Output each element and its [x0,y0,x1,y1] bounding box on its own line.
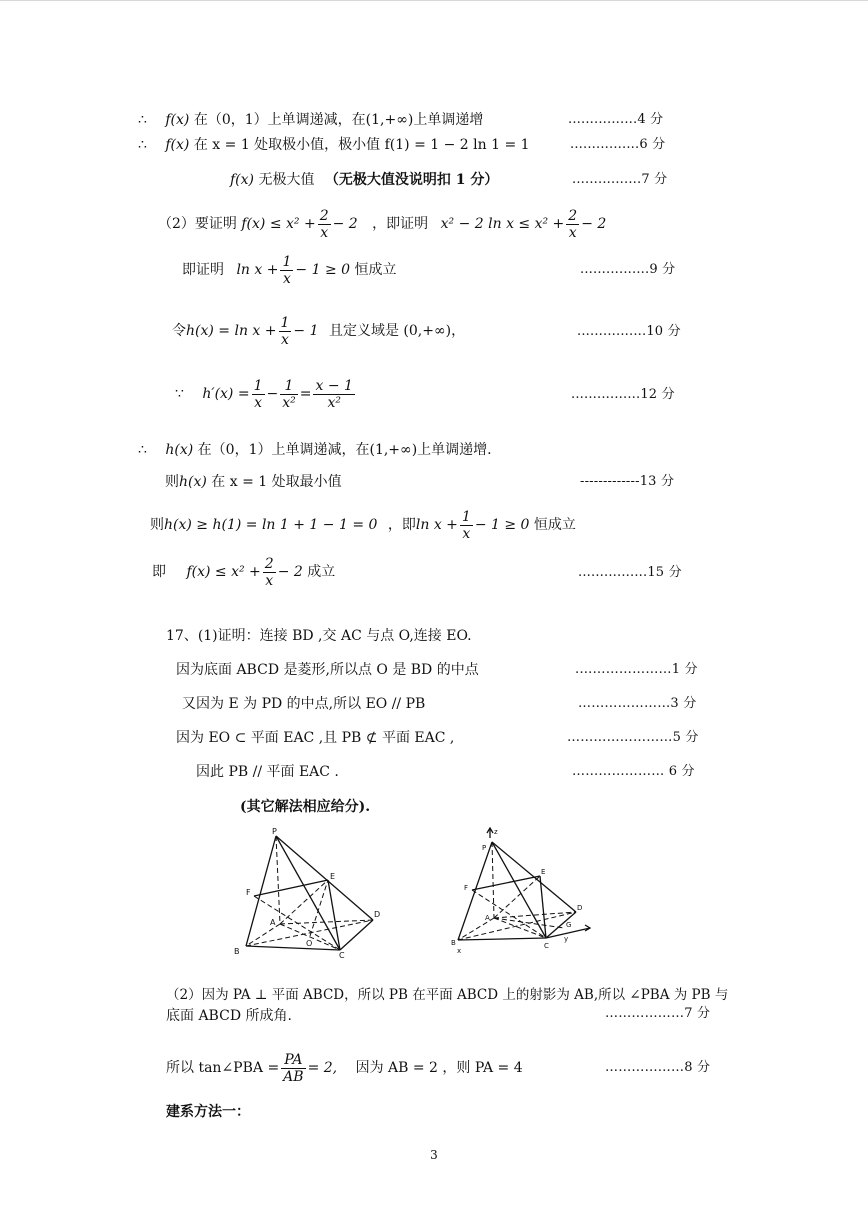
math-expr: h(x) [179,474,207,490]
line-text: 无极大值 [258,172,315,188]
page-number: 3 [430,1148,438,1162]
fraction [460,509,473,542]
math-expr: f(x) [165,137,190,153]
score-6: ................6 分 [570,137,666,152]
label-a: A [270,918,276,927]
line-text: 则 [150,517,164,533]
label-x-axis: x [457,947,462,955]
line-text: 即 [152,564,166,580]
math-expr: − 2 [277,564,303,580]
fraction-denominator: x [462,525,471,542]
line-text: 恒成立 [354,262,397,278]
line-text: 在（0，1）上单调递减，在(1,+∞)上单调递增. [197,442,492,458]
math-expr: − 1 [293,323,319,339]
label-b: B [451,939,456,947]
line-13: 因为底面 ABCD 是菱形,所以点 O 是 BD 的中点 [176,662,479,678]
label-p: P [272,828,277,836]
line-3 [230,170,498,190]
fraction [566,208,579,241]
line-text: 在 x = 1 处取最小值 [211,474,342,490]
label-d: D [577,904,583,912]
fraction [313,378,354,411]
line-text: 且定义域是 (0,+∞)， [328,323,466,339]
score-8: ………………8 分 [605,1060,711,1075]
fraction-denominator: AB [283,1068,304,1085]
fraction-denominator: x² [282,394,296,411]
line-text: 成立 [307,564,336,580]
fraction-numerator: 1 [280,378,298,395]
fraction-numerator: 1 [280,314,290,331]
fraction [280,254,293,287]
score-10: ................10 分 [577,324,681,339]
line-text: ，即 [387,517,416,533]
line-6 [172,313,465,349]
math-expr: − 1 ≥ 0 [474,517,530,533]
label-b: B [234,947,240,956]
line-14: 又因为 E 为 PD 的中点,所以 EO // PB [182,696,426,712]
deduction-note: （无极大值没说明扣 1 分） [324,172,499,188]
math-expr: f(x) ≤ x² + [186,564,261,580]
math-expr: h(x) = ln x + [186,323,277,339]
label-e: E [541,868,546,876]
score-15: ................15 分 [578,565,682,580]
line-text: 即证明 [182,262,224,278]
label-z-axis: z [494,828,498,836]
fraction-numerator: 2 [264,555,274,572]
label-e: E [330,872,336,881]
therefore-symbol: ∴ [138,137,147,153]
line-text: ，即证明 [372,216,429,232]
line-18: （2）因为 PA ⊥ 平面 ABCD，所以 PB 在平面 ABCD 上的射影为 AB,所以 ∠PBA 为 PB 与 [166,987,729,1003]
equals-sign: = [299,386,312,402]
fraction [281,1052,305,1085]
label-f: F [464,884,469,892]
line-10 [150,507,576,543]
score-7b: ………………7 分 [605,1006,711,1021]
label-a: A [485,914,490,922]
fraction-numerator: PA [281,1052,305,1069]
score-7: ................7 分 [572,172,668,187]
fraction-denominator: x [282,270,291,287]
therefore-symbol: ∴ [138,442,147,458]
line-18b: 底面 ABCD 所成角. [166,1008,292,1024]
math-expr: − 1 ≥ 0 [295,262,351,278]
score-4: ................4 分 [568,112,664,127]
score-13: -------------13 分 [580,474,675,489]
line-4 [158,206,606,242]
fraction [318,208,331,241]
score-1: .…………………1 分 [575,662,698,677]
line-text: （2）要证明 [158,216,237,232]
score-5: ……………………5 分 [567,730,699,745]
fraction-denominator: x [320,224,329,241]
fraction-numerator: 1 [461,508,471,525]
fraction-denominator: x [254,394,262,411]
line-5 [182,252,397,288]
math-expr: ln x + [415,517,458,533]
line-text: 所以 tan∠PBA = [166,1060,280,1076]
line-text: 因为 AB = 2 ，则 PA = 4 [355,1060,523,1076]
fraction-numerator: x − 1 [315,377,353,394]
line-text: 令 [172,323,186,339]
fraction [263,556,276,589]
fraction-numerator: 1 [253,377,263,394]
fraction [279,315,292,348]
fraction-denominator: x [568,224,577,241]
score-6b: ………………… 6 分 [572,764,695,779]
score-9: ................9 分 [580,262,676,277]
math-expr: = 2, [307,1060,338,1076]
score-12: ................12 分 [571,387,675,402]
page-top-border [0,0,868,1]
line-9 [165,472,342,492]
fraction [280,378,298,411]
math-expr: x² − 2 ln x ≤ x² + [440,216,565,232]
line-16: 因此 PB // 平面 EAC . [196,764,339,780]
line-text: 恒成立 [533,517,576,533]
math-expr: f(x) [230,172,255,188]
line-15: 因为 EO ⊂ 平面 EAC ,且 PB ⊄ 平面 EAC , [176,730,455,746]
line-text: 在 x = 1 处取极小值，极小值 f(1) = 1 − 2 ln 1 = 1 [193,137,530,153]
math-expr: h(x) ≥ h(1) = ln 1 + 1 − 1 = 0 [164,517,378,533]
minus-sign: − [266,386,279,402]
line-2 [138,135,530,155]
line-8 [138,440,492,460]
score-3: …………………3 分 [578,696,697,711]
line-text: 则 [165,474,179,490]
label-g: G [566,921,572,929]
label-d: D [374,910,381,919]
line-1 [138,110,483,130]
math-expr: f(x) [165,112,190,128]
fraction-denominator: x [281,331,289,348]
math-expr: ln x + [236,262,279,278]
fraction [252,378,265,411]
fraction-numerator: 2 [568,207,578,224]
label-o: O [306,939,313,948]
label-c: C [339,951,345,960]
fraction-numerator: 2 [319,207,329,224]
math-expr: h(x) [165,442,194,458]
math-expr: − 2 [332,216,358,232]
line-7 [175,376,357,412]
fraction-denominator: x [265,572,274,589]
pyramid-figure-right [448,824,596,960]
line-19 [166,1050,523,1086]
other-solutions-note: (其它解法相应给分). [240,799,371,815]
fraction-numerator: 1 [282,253,292,270]
method-one-heading: 建系方法一： [166,1104,250,1120]
problem-17-heading: 17、(1)证明：连接 BD ,交 AC 与点 O,连接 EO. [166,628,472,644]
label-p: P [482,844,487,852]
because-symbol: ∵ [175,386,184,402]
math-expr: h′(x) = [202,386,250,402]
pyramid-figure-left [228,828,388,960]
math-expr: − 2 [581,216,607,232]
label-c: C [544,942,549,950]
line-11 [152,554,335,590]
label-y-axis: y [564,935,569,943]
math-expr: f(x) ≤ x² + [241,216,316,232]
line-text: 在（0，1）上单调递减，在(1,+∞)上单调递增 [193,112,484,128]
label-f: F [246,888,251,897]
fraction-denominator: x² [327,394,341,411]
therefore-symbol: ∴ [138,112,147,128]
